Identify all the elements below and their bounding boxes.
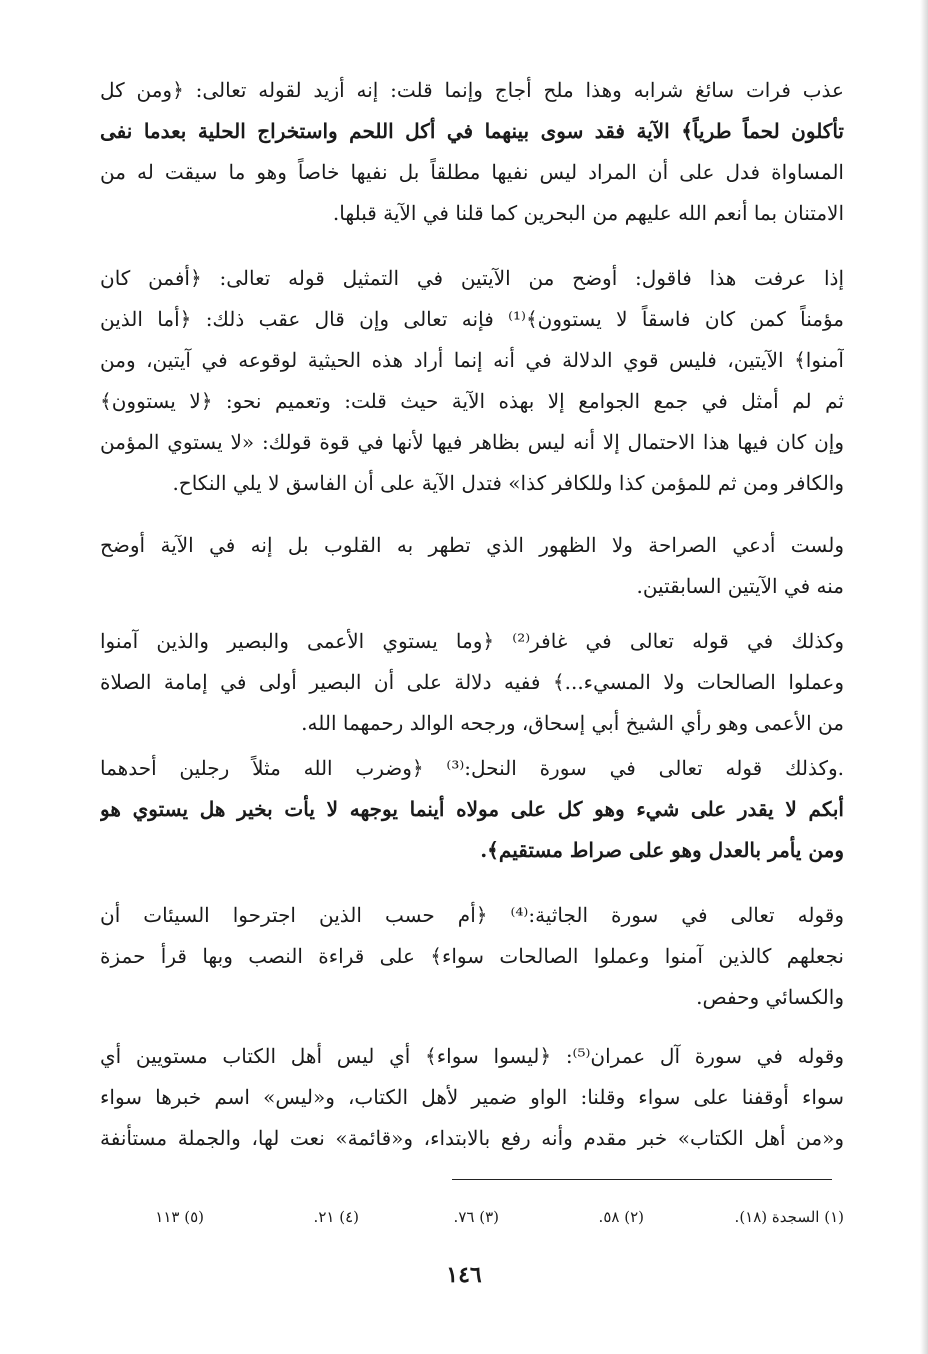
text-line: سواء أوقفنا على سواء وقلنا: الواو ضمير لأهل الكتاب، و«ليس» اسم خبرها سواء bbox=[100, 1085, 844, 1109]
text-line: و«من أهل الكتاب» خبر مقدم وأنه رفع بالابتداء، و«قائمة» نعت لها، والجملة مستأنفة bbox=[100, 1126, 844, 1150]
text-line: أبكم لا يقدر على شيء وهو كل على مولاه أينما يوجهه لا يأت بخير هل يستوي هو bbox=[100, 797, 844, 821]
paragraph-6 bbox=[100, 895, 844, 1018]
text-line: من الأعمى وهو رأي الشيخ أبي إسحاق، ورجحه الوالد رحمهما الله. bbox=[301, 711, 844, 735]
text-line: والكسائي وحفص. bbox=[696, 985, 844, 1009]
text-line: وكذلك في قوله تعالى في غافر⁽²⁾ ﴿وما يستوي الأعمى والبصير والذين آمنوا bbox=[100, 629, 844, 653]
text-line: تأكلون لحماً طرياً﴾ الآية فقد سوى بينهما في أكل اللحم واستخراج الحلية بعدما نفى bbox=[100, 119, 844, 143]
footnotes bbox=[100, 1205, 844, 1229]
text-line: المساواة فدل على أن المراد ليس نفيها مطلقاً بل نفيها خاصاً وهو ما سيقت له من bbox=[100, 160, 844, 184]
text-line: آمنوا﴾ الآيتين، فليس قوي الدلالة في أنه إنما أراد هذه الحيثية لوقوعه في آيتين، ومن bbox=[100, 348, 844, 372]
text-line: إذا عرفت هذا فاقول: أوضح من الآيتين في التمثيل قوله تعالى: ﴿أفمن كان bbox=[100, 266, 844, 290]
text-line: وعملوا الصالحات ولا المسيء...﴾ ففيه دلالة على أن البصير أولى في إمامة الصلاة bbox=[100, 670, 844, 694]
text-line: ثم لم أمثل في جمع الجوامع إلا بهذه الآية حيث قلت: وتعميم نحو: ﴿لا يستوون﴾ bbox=[100, 389, 844, 413]
text-line: .وكذلك قوله تعالى في سورة النحل:⁽³⁾ ﴿وضرب الله مثلاً رجلين أحدهما bbox=[100, 756, 844, 780]
text-line: وقوله في سورة آل عمران⁽⁵⁾: ﴿ليسوا سواء﴾ أي ليس أهل الكتاب مستويين أي bbox=[100, 1044, 844, 1068]
paragraph-1 bbox=[100, 70, 844, 234]
paragraph-5 bbox=[100, 748, 844, 871]
footnote-1: (١) السجدة (١٨). bbox=[734, 1208, 844, 1226]
footnote-4: (٤) ٢١. bbox=[313, 1208, 359, 1226]
text-line: الامتنان بما أنعم الله عليهم من البحرين كما قلنا في الآية قبلها. bbox=[332, 201, 844, 225]
text-line: وقوله تعالى في سورة الجاثية:⁽⁴⁾ ﴿أم حسب الذين اجترحوا السيئات أن bbox=[100, 903, 844, 927]
text-line: وإن كان فيها هذا الاحتمال إلا أنه ليس بظاهر فيها لأنها في قوة قولك: «لا يستوي المؤمن bbox=[100, 430, 844, 454]
paragraph-3 bbox=[100, 525, 844, 607]
paragraph-2 bbox=[100, 258, 844, 504]
text-line: ولست أدعي الصراحة ولا الظهور الذي تطهر به القلوب بل إنه في الآية أوضح bbox=[100, 533, 844, 557]
paragraph-4 bbox=[100, 621, 844, 744]
page-number: ١٤٦ bbox=[446, 1262, 482, 1288]
text-line: منه في الآيتين السابقتين. bbox=[636, 574, 844, 598]
footnote-separator bbox=[452, 1179, 832, 1180]
text-line: مؤمناً كمن كان فاسقاً لا يستوون﴾⁽¹⁾ فإنه تعالى وإن قال عقب ذلك: ﴿أما الذين bbox=[100, 307, 844, 331]
paragraph-7 bbox=[100, 1036, 844, 1159]
footnote-2: (٢) ٥٨. bbox=[598, 1208, 644, 1226]
footnote-5: (٥) ١١٣ bbox=[155, 1208, 204, 1226]
text-line: ومن يأمر بالعدل وهو على صراط مستقيم﴾. bbox=[480, 838, 844, 862]
footnote-3: (٣) ٧٦. bbox=[453, 1208, 499, 1226]
scan-edge-shadow bbox=[920, 0, 928, 1354]
text-line: نجعلهم كالذين آمنوا وعملوا الصالحات سواء﴾ على قراءة النصب وبها قرأ حمزة bbox=[100, 944, 844, 968]
text-line: والكافر ومن ثم للمؤمن كذا وللكافر كذا» فتدل الآية على أن الفاسق لا يلي النكاح. bbox=[172, 471, 844, 495]
text-line: عذب فرات سائغ شرابه وهذا ملح أجاج وإنما قلت: إنه أزيد لقوله تعالى: ﴿ومن كل bbox=[100, 78, 844, 102]
